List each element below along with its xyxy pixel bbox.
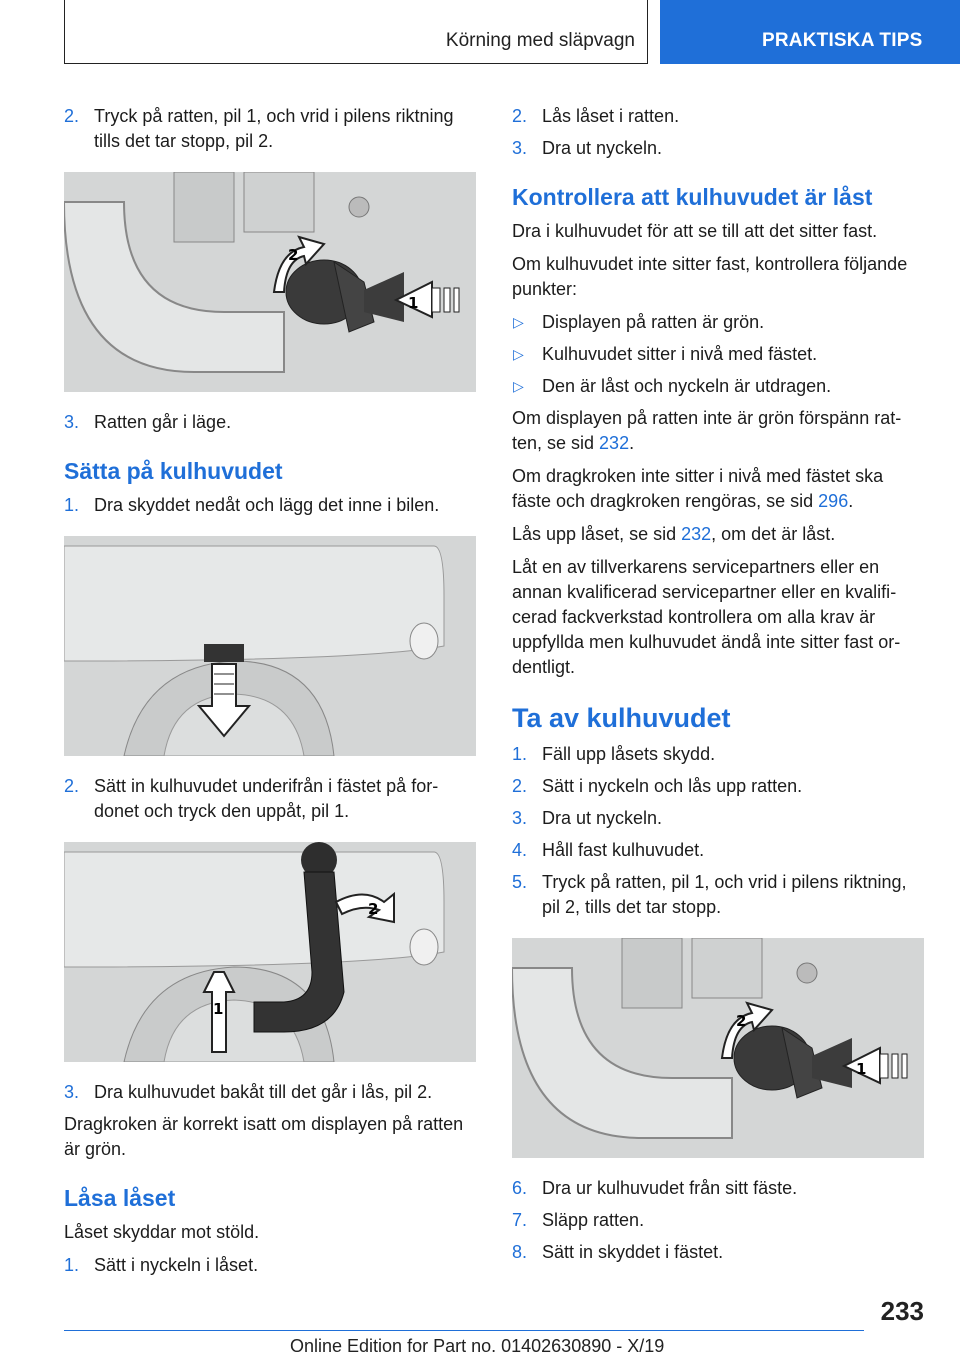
step-number: 1. bbox=[512, 744, 528, 764]
page-link[interactable]: 232 bbox=[681, 524, 712, 544]
chapter-tab-label: PRAKTISKA TIPS bbox=[762, 30, 923, 51]
step-item bbox=[64, 1253, 476, 1278]
right-column bbox=[512, 104, 924, 1272]
step-text: Sätt in skyddet i fästet. bbox=[542, 1242, 724, 1262]
step-item bbox=[64, 1080, 476, 1105]
figure-rotate-knob-release bbox=[512, 938, 924, 1158]
paragraph: Låt en av tillverkarens servicepartners eller en annan kvalificerad servicepartner eller en kvalificerad fackverkstad kontrollera om alla krav är uppfyllda men kulhuvudet ändå inte sitter fast ordentligt. bbox=[512, 557, 901, 677]
step-item bbox=[512, 742, 924, 767]
paragraph: Om kulhuvudet inte sitter fast, kontrollera följande punkter: bbox=[512, 254, 908, 299]
step-text: Ratten går i läge. bbox=[94, 412, 232, 432]
step-item bbox=[512, 774, 924, 799]
step-text: Dra ut nyckeln. bbox=[542, 138, 663, 158]
left-column bbox=[64, 104, 476, 1285]
step-number: 5. bbox=[512, 872, 528, 892]
step-number: 8. bbox=[512, 1242, 528, 1262]
step-text: Tryck på ratten, pil 1, och vrid i pilens riktning, pil 2, tills det tar stopp. bbox=[542, 872, 907, 917]
step-text: Tryck på ratten, pil 1, och vrid i pilens riktning tills det tar stopp, pil 2. bbox=[94, 106, 454, 151]
triangle-bullet-icon: ▷ bbox=[513, 346, 524, 362]
step-text: Dra kulhuvudet bakåt till det går i lås, pil 2. bbox=[94, 1082, 433, 1102]
figure-rotate-knob bbox=[64, 172, 476, 392]
header-frame bbox=[64, 0, 648, 64]
step-item bbox=[64, 493, 476, 518]
chapter-tab[interactable] bbox=[660, 0, 960, 64]
step-item bbox=[512, 104, 924, 129]
page-link[interactable]: 232 bbox=[599, 433, 630, 453]
step-text: Sätt i nyckeln och lås upp ratten. bbox=[542, 776, 803, 796]
step-item bbox=[64, 104, 476, 154]
step-number: 7. bbox=[512, 1210, 528, 1230]
step-text: Fäll upp låsets skydd. bbox=[542, 744, 716, 764]
step-item bbox=[64, 410, 476, 435]
step-number: 2. bbox=[64, 106, 80, 126]
step-text: Sätt i nyckeln i låset. bbox=[94, 1255, 259, 1275]
step-text: Dra ur kulhuvudet från sitt fäste. bbox=[542, 1178, 798, 1198]
arrow-1-label: 1 bbox=[213, 1000, 224, 1018]
figure-insert-ball-head bbox=[64, 842, 476, 1062]
step-item bbox=[512, 806, 924, 831]
arrow-2-label: 2 bbox=[288, 246, 299, 264]
paragraph: Dra i kulhuvudet för att se till att det sitter fast. bbox=[512, 221, 878, 241]
bullet-item bbox=[512, 310, 924, 335]
step-number: 3. bbox=[64, 1082, 80, 1102]
paragraph: Lås upp låset, se sid 232, om det är låst. bbox=[512, 524, 836, 544]
arrow-2-label: 2 bbox=[736, 1012, 747, 1030]
triangle-bullet-icon: ▷ bbox=[513, 314, 524, 330]
bullet-text: Displayen på ratten är grön. bbox=[542, 312, 765, 332]
bullet-text: Den är låst och nyckeln är utdragen. bbox=[542, 376, 832, 396]
step-number: 3. bbox=[512, 138, 528, 158]
figure-remove-cover bbox=[64, 536, 476, 756]
step-item bbox=[512, 838, 924, 863]
heading-kontroll: Kontrollera att kulhuvudet är låst bbox=[512, 184, 873, 210]
paragraph: Om displayen på ratten inte är grön förspänn ratten, se sid 232. bbox=[512, 408, 902, 453]
section-title: Körning med släpvagn bbox=[445, 30, 635, 51]
arrow-2-label: 2 bbox=[368, 900, 379, 918]
step-number: 1. bbox=[64, 495, 80, 515]
paragraph: Dragkroken är korrekt isatt om displayen på ratten är grön. bbox=[64, 1114, 464, 1159]
bullet-item bbox=[512, 374, 924, 399]
step-number: 1. bbox=[64, 1255, 80, 1275]
step-text: Lås låset i ratten. bbox=[542, 106, 680, 126]
step-text: Släpp ratten. bbox=[542, 1210, 645, 1230]
arrow-1-label: 1 bbox=[856, 1060, 867, 1078]
step-item bbox=[512, 136, 924, 161]
bullet-item bbox=[512, 342, 924, 367]
heading-lasa: Låsa låset bbox=[64, 1185, 176, 1211]
heading-satta: Sätta på kulhuvudet bbox=[64, 458, 283, 484]
step-item bbox=[512, 1208, 924, 1233]
step-number: 2. bbox=[512, 106, 528, 126]
step-text: Dra ut nyckeln. bbox=[542, 808, 663, 828]
page-link[interactable]: 296 bbox=[818, 491, 849, 511]
step-number: 2. bbox=[512, 776, 528, 796]
bullet-text: Kulhuvudet sitter i nivå med fästet. bbox=[542, 344, 818, 364]
step-number: 2. bbox=[64, 776, 80, 796]
step-item bbox=[512, 1176, 924, 1201]
step-number: 6. bbox=[512, 1178, 528, 1198]
step-text: Sätt in kulhuvudet underifrån i fästet på fordonet och tryck den uppåt, pil 1. bbox=[94, 776, 439, 821]
paragraph: Om dragkroken inte sitter i nivå med fästet ska fäste och dragkroken rengöras, se sid 296. bbox=[512, 466, 884, 511]
step-text: Dra skyddet nedåt och lägg det inne i bilen. bbox=[94, 495, 440, 515]
footer-divider bbox=[64, 1330, 864, 1331]
page-number: 233 bbox=[880, 1296, 924, 1326]
step-item bbox=[64, 774, 476, 824]
arrow-1-label: 1 bbox=[408, 294, 419, 312]
step-item bbox=[512, 870, 924, 920]
step-item bbox=[512, 1240, 924, 1265]
step-number: 3. bbox=[512, 808, 528, 828]
edition-footer: Online Edition for Part no. 01402630890 - X/19 bbox=[290, 1336, 665, 1356]
triangle-bullet-icon: ▷ bbox=[513, 378, 524, 394]
step-number: 4. bbox=[512, 840, 528, 860]
step-text: Håll fast kulhuvudet. bbox=[542, 840, 705, 860]
paragraph: Låset skyddar mot stöld. bbox=[64, 1222, 260, 1242]
step-number: 3. bbox=[64, 412, 80, 432]
heading-ta-av: Ta av kulhuvudet bbox=[512, 703, 731, 733]
